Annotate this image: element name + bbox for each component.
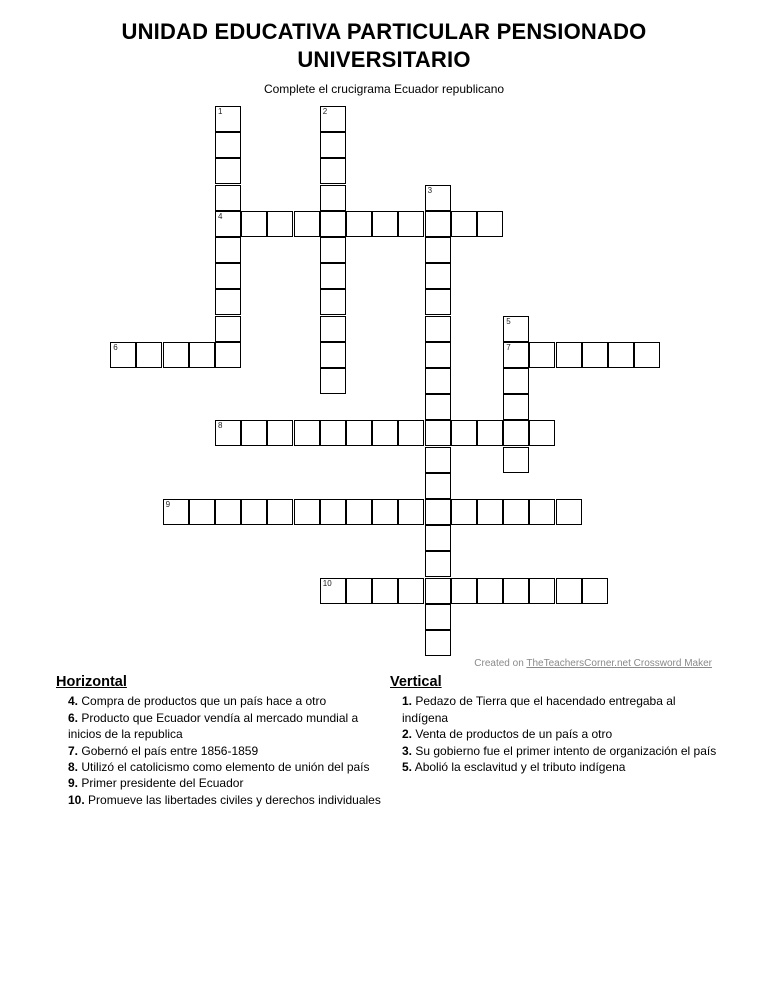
crossword-cell[interactable]: [477, 420, 503, 446]
cell-number: 1: [218, 107, 223, 116]
crossword-cell[interactable]: [346, 211, 372, 237]
crossword-cell[interactable]: [451, 499, 477, 525]
credit-prefix: Created on: [474, 658, 527, 669]
clue-across-6: [68, 710, 386, 743]
crossword-cell[interactable]: [267, 211, 293, 237]
clue-number: 4.: [68, 694, 79, 709]
crossword-cell[interactable]: [294, 420, 320, 446]
crossword-cell[interactable]: [320, 211, 346, 237]
crossword-cell[interactable]: [503, 368, 529, 394]
crossword-cell[interactable]: [372, 420, 398, 446]
clue-number: 2.: [402, 727, 413, 742]
clue-down-1: [402, 693, 720, 726]
crossword-cell[interactable]: [267, 499, 293, 525]
crossword-cell[interactable]: [425, 316, 451, 342]
crossword-cell[interactable]: [425, 604, 451, 630]
crossword-cell[interactable]: [294, 499, 320, 525]
crossword-cell[interactable]: [189, 342, 215, 368]
crossword-cell[interactable]: [372, 211, 398, 237]
clue-number: 7.: [68, 743, 79, 758]
crossword-cell[interactable]: [215, 499, 241, 525]
crossword-cell[interactable]: [215, 211, 241, 237]
vertical-clues: [390, 674, 720, 775]
clue-text: Promueve las libertades civiles y derechos individuales: [88, 792, 381, 807]
cell-number: 7: [506, 342, 511, 352]
clue-number: 1.: [402, 694, 413, 709]
crossword-cell[interactable]: [425, 420, 451, 446]
crossword-cell[interactable]: [425, 289, 451, 315]
crossword-cell[interactable]: [477, 499, 503, 525]
crossword-cell[interactable]: [215, 106, 241, 132]
crossword-cell[interactable]: [529, 420, 555, 446]
clue-number: 5.: [402, 760, 413, 775]
crossword-cell[interactable]: [556, 578, 582, 604]
clue-number: 10.: [68, 792, 85, 807]
crossword-cell[interactable]: [425, 237, 451, 263]
crossword-cell[interactable]: [241, 211, 267, 237]
crossword-cell[interactable]: [529, 342, 555, 368]
crossword-cell[interactable]: [608, 342, 634, 368]
clue-text: Primer presidente del Ecuador: [81, 776, 244, 791]
clue-text: Producto que Ecuador vendía al mercado mundial a inicios de la republica: [68, 710, 359, 742]
crossword-cell[interactable]: [425, 342, 451, 368]
crossword-cell[interactable]: [556, 499, 582, 525]
crossword-cell[interactable]: [451, 211, 477, 237]
crossword-cell[interactable]: [215, 132, 241, 158]
cell-number: 10: [322, 578, 332, 588]
crossword-cell[interactable]: [215, 316, 241, 342]
clue-down-3: [402, 743, 720, 759]
crossword-cell[interactable]: [529, 578, 555, 604]
horizontal-clues: [56, 674, 386, 808]
crossword-cell[interactable]: [215, 263, 241, 289]
cell-number: 8: [218, 421, 223, 431]
crossword-cell[interactable]: [503, 578, 529, 604]
clue-across-4: [68, 693, 386, 709]
clue-text: Venta de productos de un país a otro: [415, 727, 613, 742]
clue-text: Su gobierno fue el primer intento de organización el país: [415, 743, 717, 758]
clue-number: 6.: [68, 710, 79, 725]
crossword-cell[interactable]: [398, 211, 424, 237]
crossword-cell[interactable]: [320, 106, 346, 132]
crossword-cell[interactable]: [582, 342, 608, 368]
crossword-cell[interactable]: [503, 420, 529, 446]
crossword-cell[interactable]: [425, 394, 451, 420]
crossword-cell[interactable]: [320, 158, 346, 184]
crossword-cell[interactable]: [398, 499, 424, 525]
crossword-cell[interactable]: [451, 578, 477, 604]
crossword-cell[interactable]: [503, 499, 529, 525]
crossword-cell[interactable]: [215, 237, 241, 263]
crossword-cell[interactable]: [215, 289, 241, 315]
crossword-cell[interactable]: [320, 342, 346, 368]
cell-number: 5: [506, 316, 511, 326]
crossword-cell[interactable]: [110, 342, 136, 368]
clue-number: 8.: [68, 760, 79, 775]
crossword-cell[interactable]: [425, 499, 451, 525]
subtitle: Complete el crucigrama Ecuador republicano: [263, 82, 505, 96]
crossword-cell[interactable]: [503, 342, 529, 368]
crossword-cell[interactable]: [163, 499, 189, 525]
vertical-heading: Vertical: [390, 674, 442, 690]
crossword-cell[interactable]: [320, 316, 346, 342]
title-line-1: UNIDAD EDUCATIVA PARTICULAR PENSIONADO: [121, 19, 647, 44]
crossword-cell[interactable]: [477, 211, 503, 237]
horizontal-heading: Horizontal: [56, 674, 127, 690]
crossword-cell[interactable]: [267, 420, 293, 446]
cell-number: 4: [218, 211, 223, 221]
clue-across-9: [68, 775, 386, 791]
clue-number: 3.: [402, 743, 413, 758]
crossword-cell[interactable]: [503, 394, 529, 420]
crossword-cell[interactable]: [372, 499, 398, 525]
cell-number: 6: [113, 342, 118, 352]
crossword-cell[interactable]: [294, 211, 320, 237]
crossword-cell[interactable]: [425, 263, 451, 289]
crossword-cell[interactable]: [346, 578, 372, 604]
clue-across-7: [68, 743, 386, 759]
clue-text: Compra de productos que un país hace a otro: [81, 694, 327, 709]
crossword-cell[interactable]: [425, 525, 451, 551]
crossword-cell[interactable]: [425, 447, 451, 473]
crossword-cell[interactable]: [477, 578, 503, 604]
crossword-cell[interactable]: [215, 158, 241, 184]
crossword-cell[interactable]: [320, 263, 346, 289]
crossword-cell[interactable]: [425, 630, 451, 656]
crossword-cell[interactable]: [425, 473, 451, 499]
credit-link[interactable]: TheTeachersCorner.net Crossword Maker: [526, 658, 712, 669]
clue-text: Gobernó el país entre 1856-1859: [81, 743, 259, 758]
clue-down-5: [402, 759, 720, 775]
crossword-cell[interactable]: [556, 342, 582, 368]
cell-number: 3: [427, 185, 433, 195]
crossword-cell[interactable]: [451, 420, 477, 446]
crossword-cell[interactable]: [163, 342, 189, 368]
crossword-cell[interactable]: [189, 499, 215, 525]
crossword-cell[interactable]: [320, 289, 346, 315]
crossword-cell[interactable]: [241, 499, 267, 525]
crossword-cell[interactable]: [320, 185, 346, 211]
crossword-cell[interactable]: [320, 578, 346, 604]
clue-text: Pedazo de Tierra que el hacendado entregaba al indígena: [402, 694, 676, 725]
crossword-cell[interactable]: [346, 420, 372, 446]
crossword-cell[interactable]: [215, 420, 241, 446]
clue-down-2: [402, 726, 720, 742]
crossword-cell[interactable]: [425, 368, 451, 394]
crossword-cell[interactable]: [346, 499, 372, 525]
crossword-cell[interactable]: [503, 447, 529, 473]
crossword-cell[interactable]: [425, 551, 451, 577]
crossword-cell[interactable]: [634, 342, 660, 368]
crossword-cell[interactable]: [425, 211, 451, 237]
clue-number: 9.: [68, 776, 79, 791]
crossword-cell[interactable]: [215, 185, 241, 211]
crossword-cell[interactable]: [372, 578, 398, 604]
crossword-cell[interactable]: [215, 342, 241, 368]
clue-text: Utilizó el catolicismo como elemento de unión del país: [81, 760, 370, 775]
cell-number: 9: [165, 500, 171, 509]
clue-across-8: [68, 759, 386, 775]
crossword-cell[interactable]: [398, 420, 424, 446]
credit-line: [474, 658, 712, 669]
crossword-cell[interactable]: [320, 499, 346, 525]
crossword-cell[interactable]: [425, 185, 451, 211]
crossword-cell[interactable]: [320, 132, 346, 158]
crossword-cell[interactable]: [136, 342, 162, 368]
crossword-cell[interactable]: [582, 578, 608, 604]
crossword-cell[interactable]: [241, 420, 267, 446]
cell-number: 2: [322, 107, 328, 116]
clue-text: Abolió la esclavitud y el tributo indígena: [414, 760, 626, 775]
crossword-cell[interactable]: [320, 368, 346, 394]
crossword-cell[interactable]: [425, 578, 451, 604]
clue-across-10: [68, 792, 386, 808]
crossword-cell[interactable]: [320, 237, 346, 263]
title-line-2: UNIVERSITARIO: [297, 47, 471, 72]
crossword-cell[interactable]: [320, 420, 346, 446]
crossword-cell[interactable]: [398, 578, 424, 604]
crossword-cell[interactable]: [529, 499, 555, 525]
crossword-cell[interactable]: [503, 316, 529, 342]
